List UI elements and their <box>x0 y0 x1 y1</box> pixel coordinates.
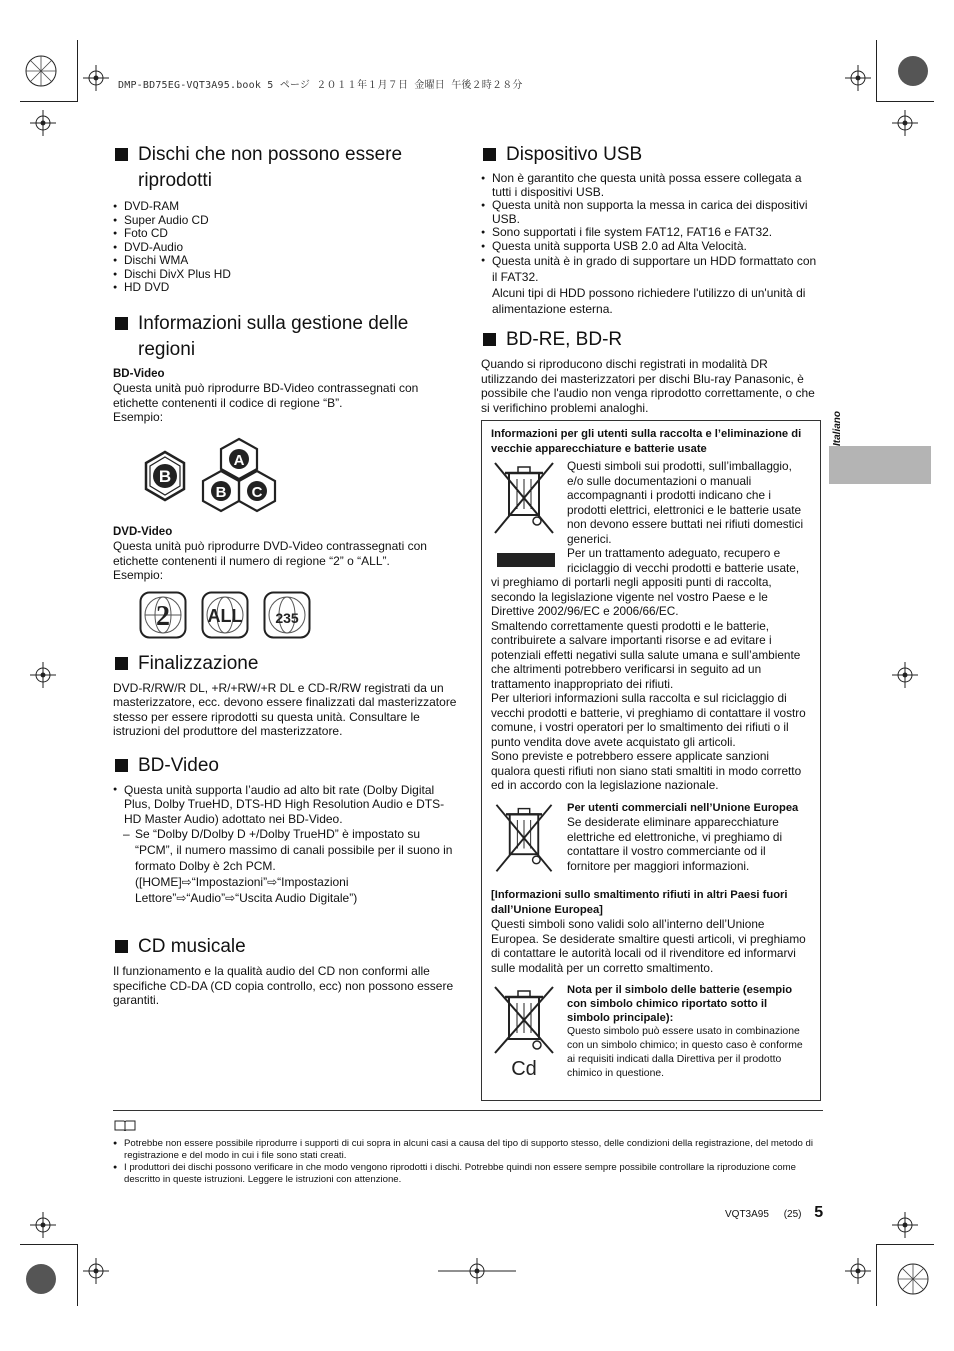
crosshair-icon <box>892 110 918 136</box>
usb-list <box>481 172 823 285</box>
crosshair-icon <box>83 1258 109 1284</box>
svg-text:235: 235 <box>275 609 299 626</box>
svg-text:2: 2 <box>156 600 170 632</box>
paragraph: Per un trattamento adeguato, recupero e riciclaggio di vecchi prodotti e batterie usate, <box>567 546 800 575</box>
paragraph: Se desiderate eliminare apparecchiature elettriche ed elettroniche, vi preghiamo di contattare il vostro commerciante od il fornitore per maggiori informazioni. <box>567 815 783 873</box>
paragraph: Sono previste e potrebbero essere applicate sanzioni qualora questi rifiuti non siano stati smaltiti in modo corretto ed in accordo con la legislazione nazionale. <box>491 749 802 792</box>
paragraph: Questi simboli sui prodotti, sull’imballaggio, e/o sulle documentazioni o manuali accompagnanti i prodotti indicano che i prodotti elettrici, elettronici e le batterie usate non devono essere buttati nei rifiuti domestici generici. <box>567 459 804 546</box>
crosshair-icon <box>30 110 56 136</box>
list-item: ● Sono supportati i file system FAT12, FAT16 e FAT32. <box>481 226 823 240</box>
registration-mark <box>24 54 58 88</box>
svg-text:B: B <box>215 483 227 501</box>
footnote: ● Potrebbe non essere possibile riprodurre i supporti di cui sopra in alcuni casi a causa del tipo di supporto stesso, delle condizioni della registrazione, del metodo di registrazione e del modo in cui i file sono stati creati. <box>113 1138 823 1162</box>
list-item: ● DVD-Audio <box>113 241 458 255</box>
subheading: [Informazioni sullo smaltimento rifiuti in altri Paesi fuori dall’Unione Europea] <box>491 889 788 916</box>
list-item: ● Questa unità è in grado di supportare un HDD formattato con il FAT32. <box>481 253 823 285</box>
svg-text:B: B <box>158 466 172 486</box>
region-abc-icon <box>199 437 279 515</box>
crosshair-icon <box>892 662 918 688</box>
list-item: ● HD DVD <box>113 281 458 295</box>
crosshair-icon <box>83 65 109 91</box>
list-item: ● Super Audio CD <box>113 214 458 228</box>
divider <box>113 1110 823 1111</box>
disposal-info-box <box>481 420 821 1101</box>
paragraph: Questo simbolo può essere usato in combinazione con un simbolo chimico; in questo caso è conforme ai requisiti indicati dalla Direttiva per il prodotto chimico in questione. <box>567 1026 803 1079</box>
box-text <box>567 983 811 1083</box>
paragraph: Alcuni tipi di HDD possono richiedere l'utilizzo di un'unità di alimentazione esterna. <box>492 286 806 316</box>
left-column <box>113 142 458 1008</box>
language-tab <box>829 446 931 484</box>
list-item: ● Questa unità supporta l’audio ad alto bit rate (Dolby Digital Plus, Dolby TrueHD, DTS-HD High Resolution Audio e DTS-HD Master Audio) adottato nei BD-Video. <box>113 783 458 827</box>
crosshair-icon <box>30 662 56 688</box>
battery-bin-icon <box>491 983 557 1079</box>
paragraph: Questa unità può riprodurre DVD-Video contrassegnati con etichette contenenti il numero di regione “2” o “ALL”. <box>113 539 427 568</box>
crosshair-icon <box>845 65 871 91</box>
paragraph: Per ulteriori informazioni sulla raccolta e sul riciclaggio di vecchi prodotti e batterie, vi preghiamo di contattare il vostro comune, i vostri operatori per lo smaltimento dei rifiuti o il punto vendita dove avete acquistato gli articoli. <box>491 691 806 749</box>
footnotes <box>113 1138 823 1186</box>
crop-mark <box>876 1244 877 1306</box>
crop-mark <box>20 1244 78 1245</box>
box-row <box>491 801 811 881</box>
list-item: ● DVD-RAM <box>113 200 458 214</box>
section-title: Dispositivo USB <box>481 142 823 168</box>
bin-symbol <box>491 459 559 575</box>
region-b-icon <box>143 450 187 502</box>
crop-mark <box>20 101 78 102</box>
print-header: DMP-BD75EG-VQT3A95.book 5 ページ ２０１１年１月７日 金曜日 午後２時２８分 <box>118 80 523 91</box>
section-title: BD-RE, BD-R <box>481 327 823 353</box>
box-text <box>567 801 811 881</box>
list-item: ● Questa unità non supporta la messa in carica dei dispositivi USB. <box>481 199 823 226</box>
dash-item: – Se “Dolby D/Dolby D +/Dolby TrueHD” è impostato su “PCM”, il numero massimo di canali possibile per il suono in formato Dolby è 2ch PCM. ([HOME]⇨“Impostazioni”⇨“Impostazioni Lettore”⇨“Audio”⇨“Uscita Audio Digitale”) <box>113 826 458 906</box>
paragraph: Esempio: <box>113 568 164 582</box>
dvd-region-icons <box>139 591 458 639</box>
language-label: Italiano <box>832 410 843 446</box>
crosshair-icon <box>892 1212 918 1238</box>
page-num: 5 <box>814 1204 824 1221</box>
registration-mark <box>896 54 930 88</box>
paragraph: DVD-R/RW/R DL, +R/+RW/+R DL e CD-R/RW registrati da un masterizzatore, ecc. devono essere finalizzati dal masterizzatore stesso per essere riprodotti su questa unità. Consultare le istruzioni del produttore del masterizzatore. <box>113 680 457 738</box>
footnote: ● I produttori dei dischi possono verificare in che modo vengono riprodotti i dischi. Potrebbe quindi non essere sempre possibile controllare la riproduzione come descritto in queste istruzioni. Leggere le istruzioni con attenzione. <box>113 1162 823 1186</box>
box-row <box>491 459 811 575</box>
discs-list <box>113 200 458 295</box>
box-heading: Informazioni per gli utenti sulla raccolta e l’eliminazione di vecchie apparecchiature e batterie usate <box>491 428 802 455</box>
section-title: CD musicale <box>113 934 458 960</box>
region-all-icon <box>201 591 249 639</box>
page-number <box>725 1204 823 1222</box>
crop-mark <box>876 40 877 102</box>
svg-text:Cd: Cd <box>511 1058 537 1079</box>
svg-text:ALL: ALL <box>207 605 243 626</box>
paragraph: Questa unità può riprodurre BD-Video contrassegnati con etichette contenenti il codice di regione “B”. <box>113 381 419 410</box>
registration-mark <box>896 1262 930 1296</box>
crop-mark <box>876 1244 934 1245</box>
paragraph: Smaltendo correttamente questi prodotti e le batterie, contribuirete a salvare importanti risorse e ad evitare i potenziali effetti negativi sulla salute umana e sull’ambiente che altrimenti potrebbero verificarsi in seguito ad un trattamento inappropriato dei rifiuti. <box>491 618 801 691</box>
paragraph: Questi simboli sono validi solo all’interno dell’Unione Europea. Se desiderate smaltire questi articoli, vi preghiamo di contattare le autorità locali od il rivenditore ed informarvi sulle modalità per un corretto smaltimento. <box>491 917 806 975</box>
section-title: Informazioni sulla gestione delle regioni <box>113 311 458 363</box>
black-bar <box>497 553 555 567</box>
registration-mark <box>24 1262 58 1296</box>
right-column <box>481 142 823 415</box>
paragraph: Quando si riproducono dischi registrati in modalità DR utilizzando dei masterizzatori per dischi Blu-ray Panasonic, è possibile che l'audio non venga riprodotto correttamente, o che si verifichino problemi analoghi. <box>481 357 815 415</box>
subheading: Nota per il simbolo delle batterie (esempio con simbolo chimico riportato sotto il simbolo principale): <box>567 984 793 1024</box>
doc-code: VQT3A95 <box>725 1209 769 1220</box>
book-icon <box>114 1119 136 1131</box>
list-item: ● Questa unità supporta USB 2.0 ad Alta Velocità. <box>481 240 823 254</box>
box-row <box>491 983 811 1083</box>
center-crop-mark <box>438 1258 516 1284</box>
box-text <box>567 459 811 575</box>
section-title: Dischi che non possono essere riprodotti <box>113 142 458 194</box>
paragraph: Esempio: <box>113 410 164 424</box>
section-title: Finalizzazione <box>113 651 458 677</box>
paragraph: vi preghiamo di portarli negli appositi punti di raccolta, secondo la legislazione vigente nel vostro Paese e le Direttive 2002/96/EC e 2006/66/EC. <box>491 575 772 618</box>
subheading: DVD-Video <box>113 525 173 538</box>
page-sub: (25) <box>783 1209 802 1220</box>
crosshair-icon <box>30 1212 56 1238</box>
list-item: ● Dischi DivX Plus HD <box>113 268 458 282</box>
region-multi-icon <box>263 591 311 639</box>
svg-text:C: C <box>251 483 263 501</box>
crosshair-icon <box>845 1258 871 1284</box>
bd-region-icons <box>143 437 458 515</box>
bin-symbol <box>491 983 559 1083</box>
crop-mark <box>77 1244 78 1306</box>
region-2-icon <box>139 591 187 639</box>
crop-mark <box>77 40 78 102</box>
subheading: BD-Video <box>113 367 165 380</box>
crossed-bin-icon <box>491 801 557 877</box>
bdvideo-list <box>113 783 458 827</box>
bin-symbol <box>491 801 559 881</box>
list-item: ● Foto CD <box>113 227 458 241</box>
list-item: ● Non è garantito che questa unità possa essere collegata a tutti i dispositivi USB. <box>481 172 823 199</box>
svg-text:A: A <box>233 451 245 469</box>
subheading: Per utenti commerciali nell’Unione Europea <box>567 801 799 814</box>
crop-mark <box>876 101 934 102</box>
list-item: ● Dischi WMA <box>113 254 458 268</box>
crossed-bin-icon <box>491 459 557 539</box>
section-title: BD-Video <box>113 753 458 779</box>
paragraph: Il funzionamento e la qualità audio del CD non conformi alle specifiche CD-DA (CD copia controllo, ecc) non possono essere garantiti. <box>113 964 454 1007</box>
